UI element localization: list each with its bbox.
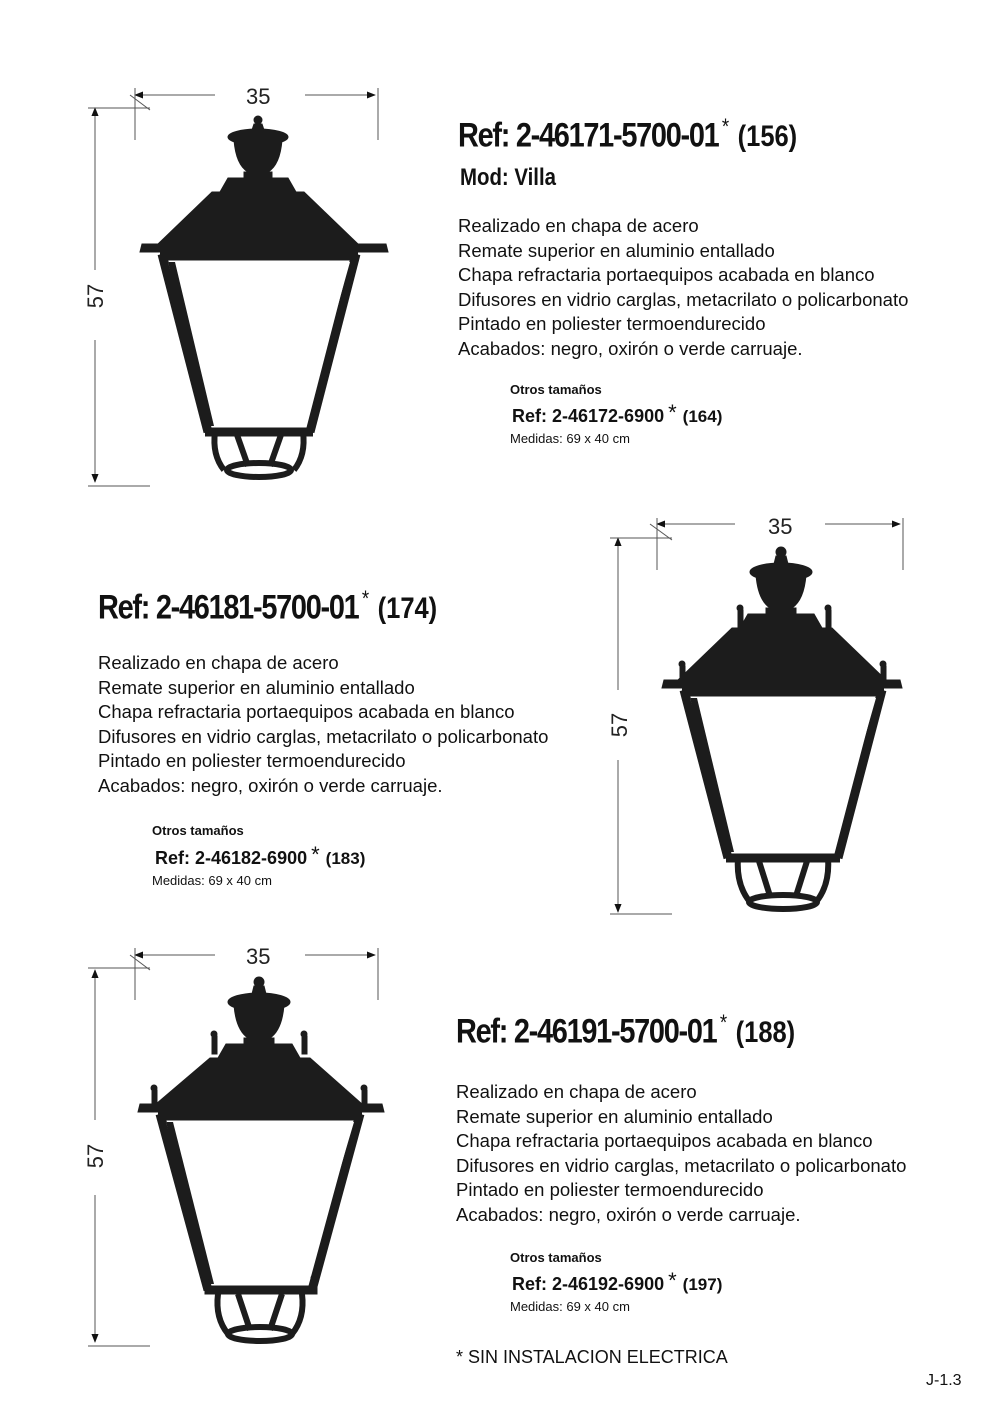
- product-2-other-asterisk: *: [311, 842, 320, 867]
- feature-item: Pintado en poliester termoendurecido: [458, 313, 766, 334]
- product-2-asterisk: *: [361, 586, 370, 611]
- product-3-asterisk: *: [719, 1010, 728, 1035]
- feature-item: Pintado en poliester termoendurecido: [98, 750, 406, 771]
- feature-item: Remate superior en aluminio entallado: [456, 1105, 773, 1127]
- feature-item: Realizado en chapa de acero: [458, 215, 699, 236]
- product-1-other-price: (164): [682, 407, 723, 426]
- feature-item: Acabados: negro, oxirón o verde carruaje.: [98, 774, 443, 796]
- lantern-2-illustration: [662, 547, 902, 909]
- product-3-other-ref: [512, 1268, 722, 1295]
- feature-item: Acabados: negro, oxirón o verde carruaje.: [456, 1203, 801, 1225]
- product-1-features: [458, 214, 908, 361]
- product-3-other-asterisk: *: [668, 1268, 677, 1293]
- product-1-ref-code: Ref: 2-46171-5700-01: [458, 116, 719, 155]
- feature-item: Difusores en vidrio carglas, metacrilato o policarbonato: [458, 288, 909, 310]
- feature-item: Difusores en vidrio carglas, metacrilato o policarbonato: [98, 725, 549, 747]
- page-number: J-1.3: [926, 1372, 962, 1389]
- product-3-ref-code: Ref: 2-46191-5700-01: [456, 1012, 717, 1051]
- feature-item: Acabados: negro, oxirón o verde carruaje.: [458, 337, 803, 359]
- feature-item: Remate superior en aluminio entallado: [98, 676, 415, 698]
- feature-item: Chapa refractaria portaequipos acabada en blanco: [98, 701, 515, 722]
- product-3-other-measures: Medidas: 69 x 40 cm: [510, 1299, 630, 1314]
- lantern-1-illustration: [140, 116, 388, 477]
- product-2-other-sizes-title: Otros tamaños: [152, 823, 244, 838]
- product-1-model: Mod: Villa: [460, 164, 556, 191]
- lantern-3-width-label: 35: [246, 944, 271, 969]
- feature-item: Difusores en vidrio carglas, metacrilato o policarbonato: [456, 1154, 907, 1176]
- product-2-other-measures: Medidas: 69 x 40 cm: [152, 873, 272, 888]
- feature-item: Remate superior en aluminio entallado: [458, 239, 775, 261]
- feature-item: Pintado en poliester termoendurecido: [456, 1179, 764, 1200]
- product-1-other-sizes-title: Otros tamaños: [510, 382, 602, 397]
- product-3-other-ref-code: Ref: 2-46192-6900: [512, 1274, 665, 1294]
- product-3-features: [456, 1080, 906, 1227]
- lantern-2-width-label: 35: [768, 514, 793, 539]
- product-1-other-ref: [512, 400, 722, 427]
- product-3-price: (188): [735, 1016, 796, 1050]
- product-1-ref: [458, 114, 797, 155]
- product-3-other-sizes-title: Otros tamaños: [510, 1250, 602, 1265]
- lantern-1-height-label: 57: [83, 283, 109, 309]
- feature-item: Realizado en chapa de acero: [456, 1081, 697, 1102]
- product-1-other-measures: Medidas: 69 x 40 cm: [510, 431, 630, 446]
- product-1-other-asterisk: *: [668, 400, 677, 425]
- lantern-2-height-label: 57: [607, 712, 633, 738]
- product-2-ref-code: Ref: 2-46181-5700-01: [98, 588, 359, 627]
- feature-item: Realizado en chapa de acero: [98, 652, 339, 673]
- lantern-3-height-label: 57: [83, 1143, 109, 1169]
- product-2-other-price: (183): [325, 849, 366, 868]
- product-1-other-ref-code: Ref: 2-46172-6900: [512, 406, 665, 426]
- product-3-other-price: (197): [682, 1275, 723, 1294]
- product-3-ref: [456, 1010, 795, 1051]
- product-2-other-ref-code: Ref: 2-46182-6900: [155, 848, 308, 868]
- feature-item: Chapa refractaria portaequipos acabada en blanco: [458, 264, 875, 285]
- footnote: * SIN INSTALACION ELECTRICA: [456, 1347, 728, 1367]
- product-2-features: [98, 651, 548, 798]
- product-1-asterisk: *: [721, 114, 730, 139]
- product-2-other-ref: [155, 842, 365, 869]
- lantern-3-illustration: [138, 977, 384, 1341]
- product-2-price: (174): [377, 592, 438, 626]
- lantern-1-width-label: 35: [246, 84, 271, 109]
- product-1-price: (156): [737, 120, 798, 154]
- product-2-ref: [98, 586, 437, 627]
- feature-item: Chapa refractaria portaequipos acabada en blanco: [456, 1130, 873, 1151]
